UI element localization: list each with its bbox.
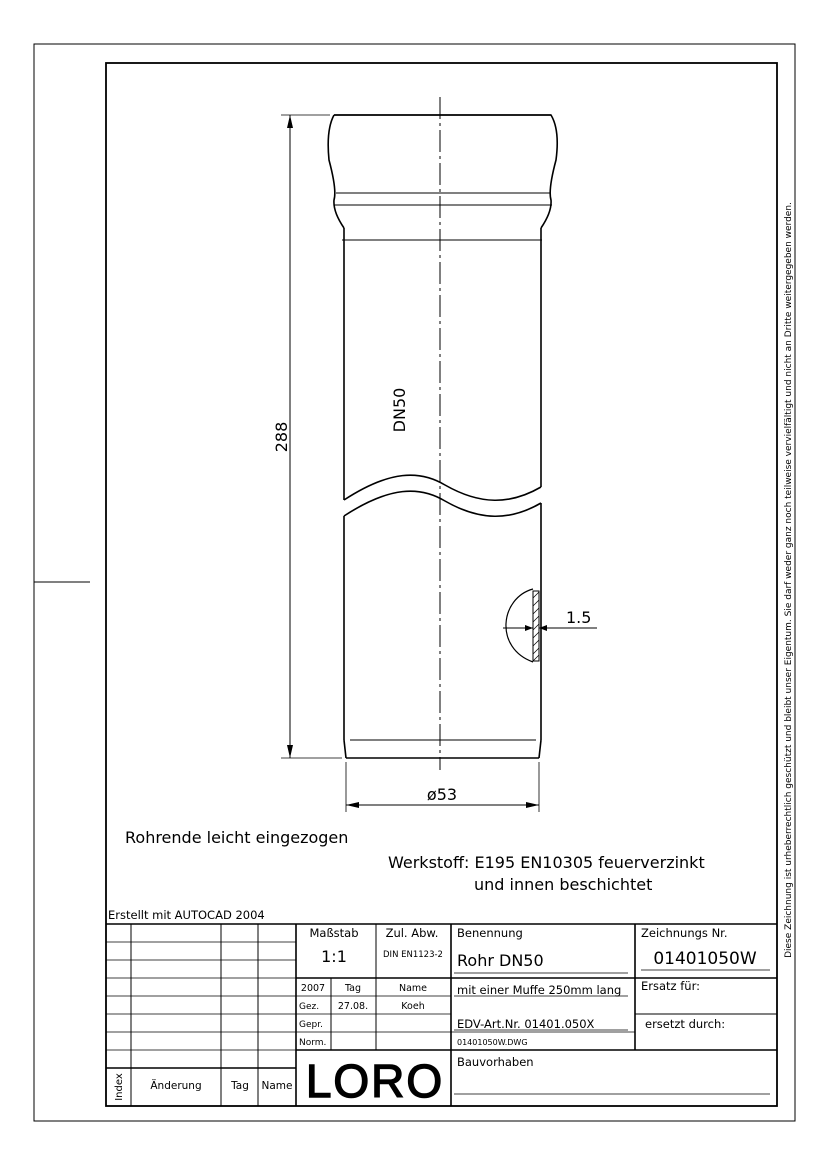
tolerance-label: Zul. Abw. <box>385 926 439 940</box>
replaced-by-label: ersetzt durch: <box>645 1017 726 1031</box>
drawing-number-value: 01401050W <box>653 949 757 969</box>
loro-logo: LORO <box>305 1055 445 1107</box>
nominal-size-label: DN50 <box>390 387 409 433</box>
file-name: 01401050W.DWG <box>457 1038 528 1047</box>
end-note: Rohrende leicht eingezogen <box>125 828 349 847</box>
change-header: Änderung <box>150 1080 202 1092</box>
drawn-label: Gez. <box>299 1002 320 1012</box>
pipe-view <box>328 97 597 770</box>
scale-label: Maßstab <box>309 926 359 940</box>
length-value: 288 <box>272 421 291 453</box>
drawn-day: 27.08. <box>337 1001 369 1012</box>
designation-value: Rohr DN50 <box>457 951 544 970</box>
material-line-1: Werkstoff: E195 EN10305 feuerverzinkt <box>388 853 705 872</box>
day-header: Tag <box>231 1080 249 1092</box>
created-with-note: Erstellt mit AUTOCAD 2004 <box>108 908 265 922</box>
project-label: Bauvorhaben <box>457 1055 534 1069</box>
drawn-name: Koeh <box>401 1001 425 1012</box>
break-line-lower <box>344 491 541 516</box>
designation-label: Benennung <box>457 926 523 940</box>
material-line-2: und innen beschichtet <box>474 875 653 894</box>
checked-label: Gepr. <box>299 1020 323 1030</box>
year-value: 2007 <box>300 983 326 994</box>
break-line-upper <box>344 475 541 500</box>
description-value: mit einer Muffe 250mm lang <box>457 983 622 997</box>
edp-number: EDV-Art.Nr. 01401.050X <box>457 1017 595 1031</box>
replacement-for-label: Ersatz für: <box>641 979 700 993</box>
socket-outline-right <box>334 115 557 228</box>
scale-value: 1:1 <box>321 947 347 966</box>
diameter-value: ø53 <box>426 785 458 804</box>
index-header: Index <box>114 1073 125 1101</box>
wall-thickness-value: 1.5 <box>566 608 592 627</box>
name-header: Name <box>261 1080 293 1092</box>
copyright-notice: Diese Zeichnung ist urheberrechtlich geschützt und bleibt unser Eigentum. Sie darf weder ganz noch teilweise vervielfältigt und nicht an Dritte weitergegeben werden. <box>784 202 794 958</box>
socket-outline-left <box>328 115 344 228</box>
name-column-header: Name <box>398 983 428 994</box>
drawing-number-label: Zeichnungs Nr. <box>641 926 728 940</box>
norm-label: Norm. <box>299 1038 327 1048</box>
day-column-header: Tag <box>344 983 362 994</box>
wall-section <box>533 591 539 661</box>
wall-detail-arc <box>506 589 533 662</box>
tolerance-value: DIN EN1123-2 <box>383 950 443 960</box>
